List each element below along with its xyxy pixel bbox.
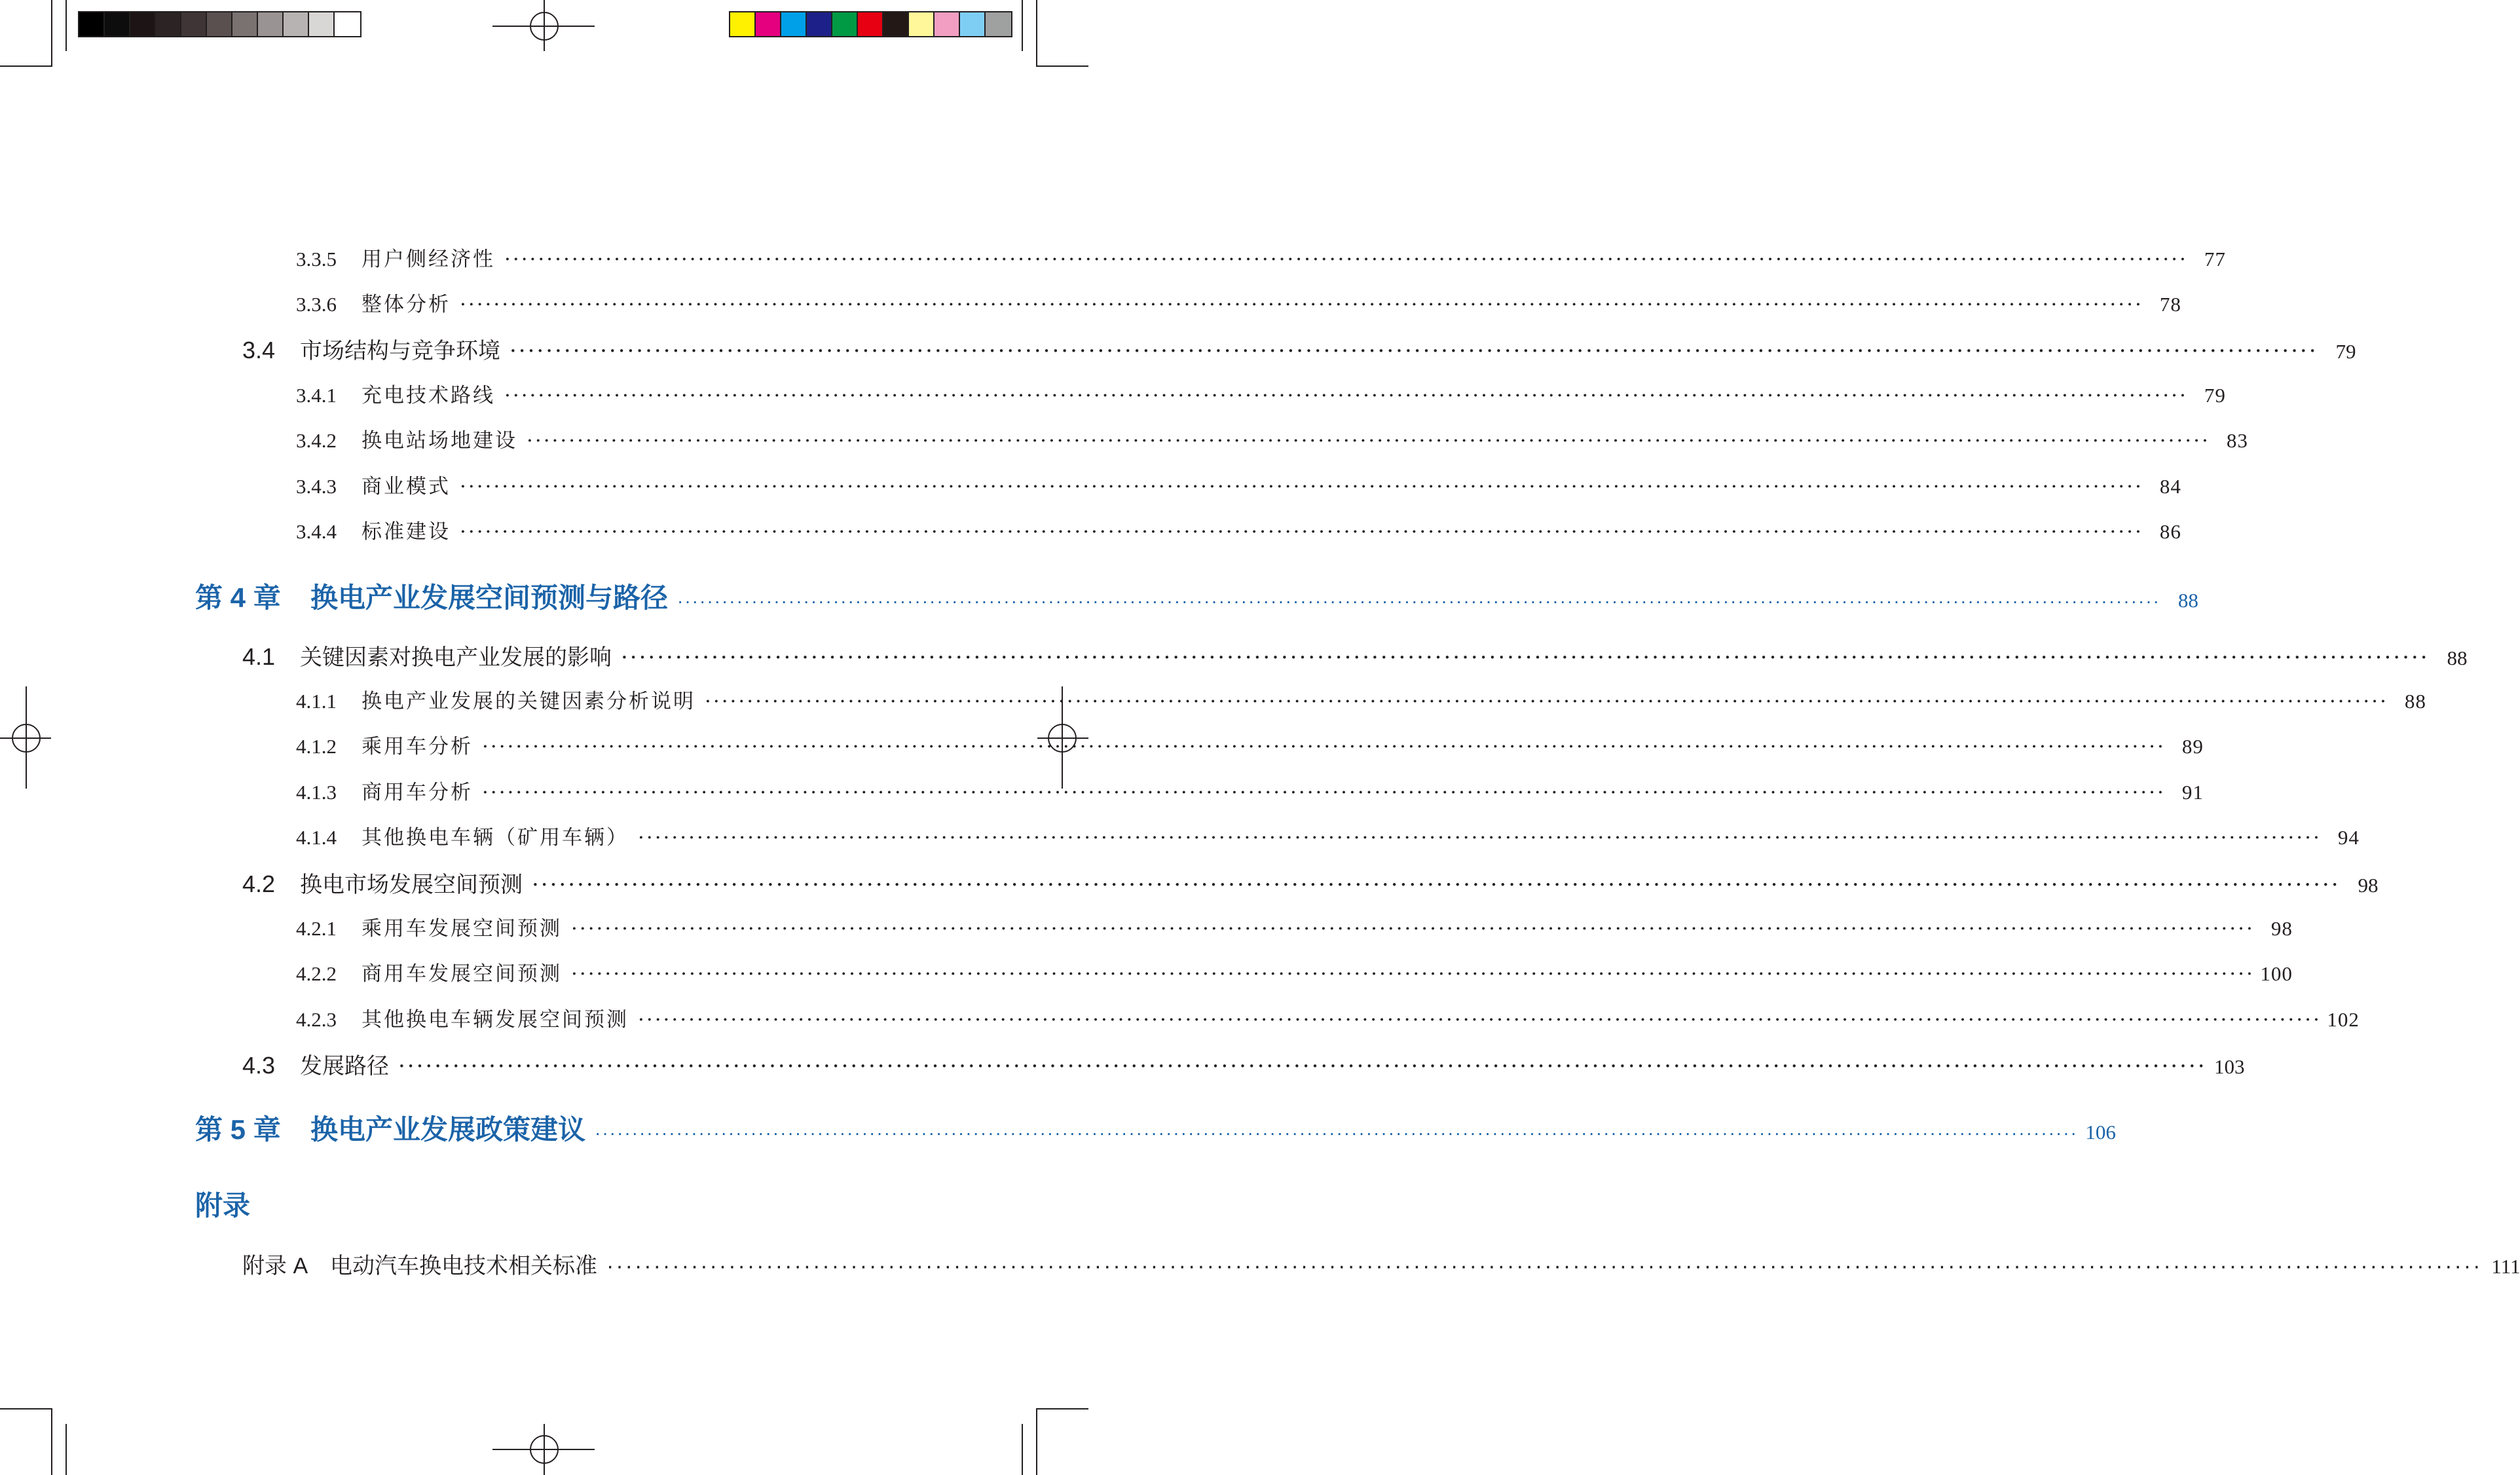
toc-subsection-entry[interactable] bbox=[296, 379, 2226, 408]
entry-number: 3.4.4 bbox=[296, 520, 337, 543]
toc-subsection-entry[interactable] bbox=[296, 1003, 2360, 1032]
dot-leader: ········································································································································································································ bbox=[638, 1008, 2322, 1032]
entry-number: 4.1.3 bbox=[296, 781, 337, 804]
page-number: 91 bbox=[2181, 781, 2204, 804]
dot-leader: ········································································································································································································ bbox=[504, 248, 2188, 271]
toc-subsection-entry[interactable] bbox=[296, 957, 2293, 986]
page-number: 103 bbox=[2214, 1055, 2245, 1078]
page-number: 86 bbox=[2159, 520, 2181, 543]
entry-title: 换电站场地建设 bbox=[361, 429, 517, 453]
dot-leader: ········································································································································································································ bbox=[621, 644, 2430, 671]
entry-title: 乘用车发展空间预测 bbox=[361, 917, 562, 941]
entry-title: 乘用车分析 bbox=[361, 735, 473, 758]
page-number: 79 bbox=[2335, 340, 2356, 363]
entry-title: 商用车分析 bbox=[361, 781, 473, 804]
entry-title: 市场结构与竞争环境 bbox=[300, 339, 500, 364]
toc-section-entry[interactable] bbox=[242, 639, 2468, 671]
page-number: 83 bbox=[2226, 429, 2248, 452]
dot-leader: ········································································································································································································ bbox=[460, 520, 2143, 544]
toc-chapter-entry[interactable] bbox=[195, 576, 2198, 616]
page-number: 94 bbox=[2337, 826, 2360, 849]
page-number: 88 bbox=[2447, 646, 2468, 669]
page-number: 84 bbox=[2159, 475, 2181, 498]
page-number: 89 bbox=[2181, 735, 2204, 758]
dot-leader: ········································································································································································································ bbox=[638, 826, 2322, 850]
toc-subsection-entry[interactable] bbox=[296, 821, 2360, 850]
entry-number: 4.2.3 bbox=[296, 1008, 337, 1031]
entry-number: 第 4 章 bbox=[195, 582, 281, 613]
entry-title: 商用车发展空间预测 bbox=[361, 962, 562, 986]
entry-title: 换电产业发展政策建议 bbox=[310, 1114, 586, 1145]
dot-leader: ········································································································································································································ bbox=[677, 591, 2160, 611]
toc-subsection-entry[interactable] bbox=[296, 730, 2204, 759]
toc-subsection-entry[interactable] bbox=[296, 515, 2181, 544]
entry-number: 4.1 bbox=[242, 643, 276, 670]
entry-title: 换电产业发展的关键因素分析说明 bbox=[361, 690, 695, 713]
toc-section-entry[interactable] bbox=[242, 333, 2356, 365]
entry-number: 4.2 bbox=[242, 870, 276, 897]
entry-number: 3.3.5 bbox=[296, 248, 337, 271]
entry-title: 换电产业发展空间预测与路径 bbox=[310, 582, 669, 613]
toc-subsection-entry[interactable] bbox=[296, 912, 2293, 941]
entry-title: 其他换电车辆（矿用车辆） bbox=[361, 826, 629, 850]
page-number: 79 bbox=[2204, 384, 2226, 407]
dot-leader: ········································································································································································································ bbox=[482, 735, 2166, 758]
entry-number: 3.4.3 bbox=[296, 475, 337, 498]
entry-number: 3.4.1 bbox=[296, 384, 337, 407]
dot-leader: ········································································································································································································ bbox=[571, 962, 2255, 986]
dot-leader: ········································································································································································································ bbox=[527, 429, 2210, 453]
dot-leader: ········································································································································································································ bbox=[482, 781, 2166, 804]
entry-title: 换电市场发展空间预测 bbox=[300, 872, 523, 897]
entry-title: 关键因素对换电产业发展的影响 bbox=[300, 645, 612, 670]
page-number: 98 bbox=[2270, 917, 2293, 940]
toc-subsection-entry[interactable] bbox=[296, 470, 2181, 499]
dot-leader: ········································································································································································································ bbox=[460, 293, 2143, 316]
dot-leader: ········································································································································································································ bbox=[398, 1053, 2207, 1079]
toc-section-entry[interactable] bbox=[242, 867, 2379, 899]
entry-number: 附录 A bbox=[242, 1254, 308, 1279]
toc-section-entry[interactable] bbox=[242, 1048, 2245, 1080]
entry-number: 4.2.2 bbox=[296, 962, 337, 985]
toc-subsection-entry[interactable] bbox=[296, 424, 2248, 453]
entry-number: 4.1.4 bbox=[296, 826, 337, 849]
entry-title: 整体分析 bbox=[361, 293, 451, 316]
page-number: 88 bbox=[2177, 589, 2198, 612]
page-number: 111 bbox=[2491, 1255, 2520, 1278]
entry-title: 电动汽车换电技术相关标准 bbox=[330, 1254, 597, 1279]
entry-title: 标准建设 bbox=[361, 520, 451, 544]
dot-leader: ········································································································································································································ bbox=[595, 1123, 2078, 1143]
page-number: 100 bbox=[2260, 962, 2293, 985]
toc-subsection-entry[interactable] bbox=[296, 775, 2204, 805]
dot-leader: ········································································································································································································ bbox=[460, 475, 2143, 498]
entry-title: 用户侧经济性 bbox=[361, 248, 495, 271]
toc-chapter-entry[interactable] bbox=[195, 1108, 2116, 1148]
page-number: 102 bbox=[2327, 1008, 2360, 1031]
toc-appendix-entry[interactable] bbox=[242, 1248, 2520, 1280]
dot-leader: ········································································································································································································ bbox=[510, 338, 2318, 364]
entry-title: 其他换电车辆发展空间预测 bbox=[361, 1008, 629, 1032]
entry-title: 商业模式 bbox=[361, 475, 451, 498]
page-number: 106 bbox=[2085, 1121, 2116, 1144]
entry-number: 第 5 章 bbox=[195, 1114, 281, 1145]
toc-subsection-entry[interactable] bbox=[296, 242, 2226, 272]
entry-number: 4.1.2 bbox=[296, 735, 337, 758]
page-number: 77 bbox=[2204, 248, 2226, 271]
page-number: 88 bbox=[2404, 690, 2426, 713]
dot-leader: ········································································································································································································ bbox=[705, 690, 2388, 713]
dot-leader: ········································································································································································································ bbox=[532, 872, 2341, 898]
dot-leader: ········································································································································································································ bbox=[571, 917, 2255, 941]
entry-number: 3.3.6 bbox=[296, 293, 337, 316]
entry-title: 充电技术路线 bbox=[361, 384, 495, 407]
page-number: 78 bbox=[2159, 293, 2181, 316]
dot-leader: ········································································································································································································ bbox=[504, 384, 2188, 407]
entry-title: 发展路径 bbox=[300, 1054, 389, 1079]
toc-subsection-entry[interactable] bbox=[296, 288, 2181, 317]
toc-subsection-entry[interactable] bbox=[296, 684, 2426, 714]
appendix-heading: 附录 bbox=[195, 1190, 251, 1221]
page-number: 98 bbox=[2358, 874, 2379, 897]
entry-number: 3.4 bbox=[242, 337, 276, 364]
entry-number: 4.1.1 bbox=[296, 690, 337, 713]
entry-number: 3.4.2 bbox=[296, 429, 337, 452]
entry-number: 4.3 bbox=[242, 1052, 276, 1079]
dot-leader: ········································································································································································································ bbox=[606, 1254, 2483, 1279]
entry-number: 4.2.1 bbox=[296, 917, 337, 940]
